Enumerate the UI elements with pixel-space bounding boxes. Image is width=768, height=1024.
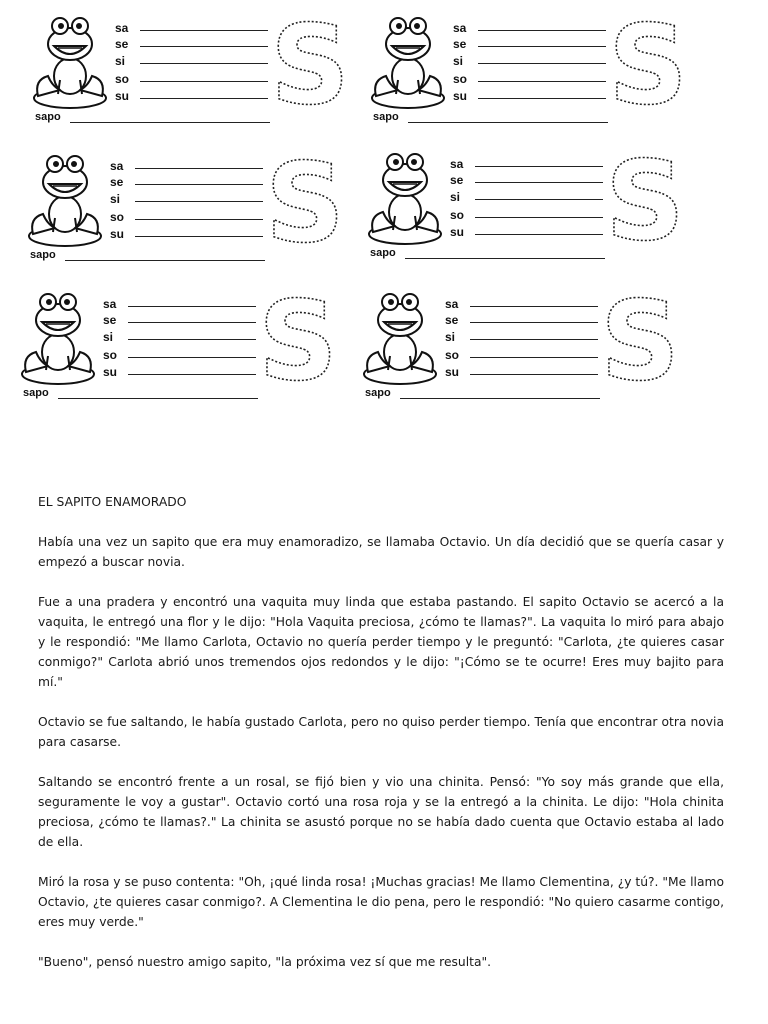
syllable-label: si — [445, 330, 456, 344]
frog-illustration — [18, 286, 98, 386]
writing-line — [475, 182, 603, 183]
tracing-card — [368, 10, 688, 135]
syllable-label: si — [103, 330, 114, 344]
writing-line — [470, 374, 598, 375]
syllable-label: su — [110, 227, 125, 241]
story-paragraph: Fue a una pradera y encontró una vaquita muy linda que estaba pastando. El sapito Octavio se acercó a la vaquita, le entregó una flor y le dijo: "Hola Vaquita preciosa, ¿cómo te llamas?". La vaquita lo miró para abajo y le respondió: "Me llamo Carlota, Octavio no quería perder tiempo y le preguntó: "Carlota, ¿te quieres casar conmigo?" Carlota abrió unos tremendos ojos redondos y le dijo: "¡Cómo se te ocurre! Eres muy bajito para mí." — [38, 595, 724, 689]
writing-line — [470, 322, 598, 323]
frog-illustration — [368, 10, 448, 110]
syllable-label: su — [445, 365, 460, 379]
writing-line — [128, 306, 256, 307]
writing-line — [140, 30, 268, 31]
writing-line — [135, 236, 263, 237]
syllable-label: sa — [110, 159, 124, 173]
syllable-label: se — [445, 313, 459, 327]
syllable-label: se — [115, 37, 129, 51]
syllable-label: sa — [453, 21, 467, 35]
traceable-letter: S — [265, 153, 345, 253]
frog-illustration — [30, 10, 110, 110]
writing-line — [128, 322, 256, 323]
letter-s-outline — [605, 151, 685, 251]
letter-s-outline — [265, 153, 345, 253]
traceable-letter: S — [608, 15, 688, 115]
tracing-card — [365, 146, 685, 271]
letter-s-outline — [258, 291, 338, 391]
writing-line — [140, 63, 268, 64]
writing-line — [128, 339, 256, 340]
letter-s-outline — [608, 15, 688, 115]
tracing-card — [360, 286, 680, 411]
story-paragraph: Había una vez un sapito que era muy enamoradizo, se llamaba Octavio. Un día decidió que se quería casar y empezó a buscar novia. — [38, 535, 724, 569]
word-label: sapo — [373, 111, 399, 123]
syllable-label: se — [450, 173, 464, 187]
traceable-letter: S — [600, 291, 680, 391]
syllable-label: su — [103, 365, 118, 379]
story-paragraph: Saltando se encontró frente a un rosal, se fijó bien y vio una chinita. Pensó: "Yo soy más grande que ella, seguramente le voy a gustar". Octavio cortó una rosa roja y se la entregó a la chinita. Le dijo: "Hola chinita preciosa, ¿cómo te llamas?." La chinita se asustó porque no se había dado cuenta que Octavio estaba al lado de ella. — [38, 775, 724, 849]
writing-line — [470, 357, 598, 358]
writing-line — [135, 168, 263, 169]
letter-s-outline — [270, 15, 350, 115]
writing-line — [475, 234, 603, 235]
frog-illustration — [25, 148, 105, 248]
writing-line — [478, 98, 606, 99]
syllable-label: sa — [115, 21, 129, 35]
writing-line — [470, 306, 598, 307]
syllable-label: su — [115, 89, 130, 103]
syllable-label: se — [103, 313, 117, 327]
syllable-label: su — [453, 89, 468, 103]
syllable-label: se — [110, 175, 124, 189]
syllable-label: sa — [103, 297, 117, 311]
word-writing-line — [408, 122, 608, 123]
letter-s-outline — [600, 291, 680, 391]
writing-line — [135, 184, 263, 185]
syllable-label: so — [445, 348, 460, 362]
word-label: sapo — [35, 111, 61, 123]
writing-line — [140, 98, 268, 99]
tracing-card — [30, 10, 350, 135]
syllable-label: su — [450, 225, 465, 239]
writing-line — [475, 199, 603, 200]
writing-line — [135, 219, 263, 220]
syllable-label: sa — [450, 157, 464, 171]
traceable-letter: S — [605, 151, 685, 251]
writing-line — [128, 374, 256, 375]
writing-line — [475, 166, 603, 167]
writing-line — [475, 217, 603, 218]
word-writing-line — [70, 122, 270, 123]
word-writing-line — [65, 260, 265, 261]
syllable-label: so — [450, 208, 465, 222]
story-paragraph: Octavio se fue saltando, le había gustado Carlota, pero no quiso perder tiempo. Tenía que encontrar otra novia para casarse. — [38, 715, 724, 749]
word-label: sapo — [365, 387, 391, 399]
writing-line — [478, 30, 606, 31]
syllable-label: so — [110, 210, 125, 224]
syllable-label: so — [453, 72, 468, 86]
syllable-label: si — [110, 192, 121, 206]
writing-line — [478, 63, 606, 64]
writing-line — [478, 46, 606, 47]
word-writing-line — [58, 398, 258, 399]
word-label: sapo — [23, 387, 49, 399]
syllable-label: si — [450, 190, 461, 204]
frog-illustration — [365, 146, 445, 246]
traceable-letter: S — [258, 291, 338, 391]
writing-line — [128, 357, 256, 358]
writing-line — [135, 201, 263, 202]
writing-line — [140, 81, 268, 82]
syllable-label: si — [453, 54, 464, 68]
tracing-card — [25, 148, 345, 273]
word-label: sapo — [370, 247, 396, 259]
writing-line — [140, 46, 268, 47]
syllable-label: se — [453, 37, 467, 51]
story-paragraph: "Bueno", pensó nuestro amigo sapito, "la próxima vez sí que me resulta". — [38, 955, 492, 969]
story-title: EL SAPITO ENAMORADO — [38, 495, 187, 509]
writing-line — [478, 81, 606, 82]
word-writing-line — [405, 258, 605, 259]
story-paragraph: Miró la rosa y se puso contenta: "Oh, ¡qué linda rosa! ¡Muchas gracias! Me llamo Clementina, ¿y tú?. "Me llamo Octavio, ¿te quieres casar conmigo?. A Clementina le dio pena, pero le respondió: "No quiero casarme contigo, eres muy verde." — [38, 875, 724, 929]
syllable-label: sa — [445, 297, 459, 311]
word-writing-line — [400, 398, 600, 399]
word-label: sapo — [30, 249, 56, 261]
story — [38, 492, 724, 992]
syllable-label: so — [103, 348, 118, 362]
writing-line — [470, 339, 598, 340]
syllable-label: so — [115, 72, 130, 86]
traceable-letter: S — [270, 15, 350, 115]
frog-illustration — [360, 286, 440, 386]
tracing-card — [18, 286, 338, 411]
syllable-label: si — [115, 54, 126, 68]
